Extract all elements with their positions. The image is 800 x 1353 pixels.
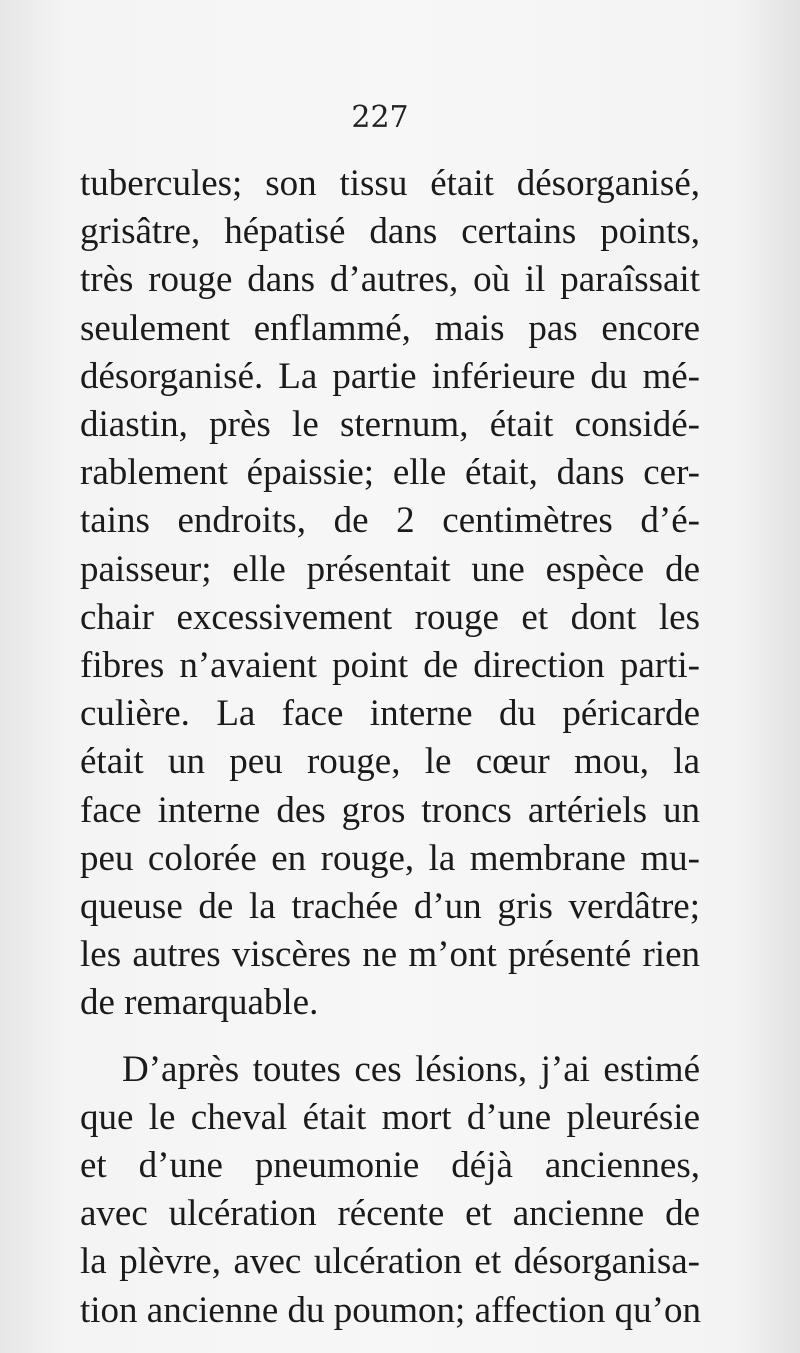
paragraph-2 xyxy=(80,1046,700,1335)
text-line: désorganisé. La partie inférieure du mé- xyxy=(80,355,700,397)
text-line: tubercules; son tissu était désorganisé, xyxy=(80,163,700,204)
paragraph-gap xyxy=(80,1028,700,1046)
text-line: queuse de la trachée d’un gris verdâtre; xyxy=(80,886,700,928)
text-line: paisseur; elle présentait une espèce de xyxy=(80,548,700,590)
text-line: les autres viscères ne m’ont présenté rien xyxy=(80,934,700,976)
text-line: grisâtre, hépatisé dans certains points, xyxy=(80,211,700,253)
text-line: tains endroits, de 2 centimètres d’é- xyxy=(80,500,700,542)
text-line: très rouge dans d’autres, où il paraîssait xyxy=(80,259,700,301)
text-line: D’après toutes ces lésions, j’ai estimé xyxy=(122,1048,700,1090)
page-number: 227 xyxy=(351,100,409,135)
text-line: seulement enflammé, mais pas encore xyxy=(80,307,700,349)
text-line: culière. La face interne du péricarde xyxy=(80,693,700,735)
text-line: tion ancienne du poumon; affection qu’on xyxy=(80,1289,701,1331)
paragraph-1 xyxy=(80,160,700,1028)
text-line: que le cheval était mort d’une pleurésie xyxy=(80,1096,700,1138)
text-line: chair excessivement rouge et dont les xyxy=(80,596,700,638)
text-line: la plèvre, avec ulcération et désorganisa- xyxy=(80,1241,700,1283)
text-line: avec ulcération récente et ancienne de xyxy=(80,1193,700,1235)
text-line: et d’une pneumonie déjà anciennes, xyxy=(80,1145,700,1187)
text-line: fibres n’avaient point de direction parti- xyxy=(80,645,700,687)
text-line: peu colorée en rouge, la membrane mu- xyxy=(80,837,700,879)
text-line: était un peu rouge, le cœur mou, la xyxy=(80,741,700,783)
text-line: diastin, près le sternum, était considé- xyxy=(80,404,700,446)
text-line: de remarquable. xyxy=(80,982,319,1024)
page-text xyxy=(80,160,700,1335)
text-line: rablement épaissie; elle était, dans cer- xyxy=(80,452,700,494)
text-line: face interne des gros troncs artériels un xyxy=(80,789,700,831)
